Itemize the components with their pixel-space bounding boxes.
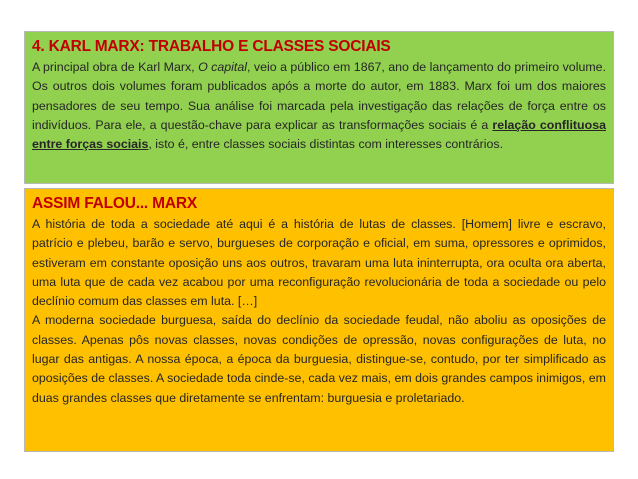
- section-quote-marx: [24, 188, 614, 452]
- quote-paragraph-1: A história de toda a sociedade até aqui é a história de lutas de classes. [Homem] livre e escravo, patrício e plebeu, barão e servo, burgueses de corporação e oficial, em suma, opressores e oprimidos, estiveram em constante oposição uns aos outros, travaram uma luta ininterrupta, ora oculta ora aberta, uma luta que de cada vez acabou por uma reconfiguração revolucionária de toda a sociedade ou pelo declínio comum das classes em luta. […]: [32, 217, 606, 309]
- key-concept-highlight: relação conflituosa entre forças sociais: [32, 117, 606, 152]
- section-intro-paragraph: [32, 58, 606, 154]
- intro-text-start: A principal obra de Karl Marx,: [32, 60, 199, 74]
- section-karl-marx-classes: [24, 31, 614, 184]
- section-title: 4. KARL MARX: TRABALHO E CLASSES SOCIAIS: [32, 38, 391, 55]
- quote-paragraph-2: A moderna sociedade burguesa, saída do declínio da sociedade feudal, não aboliu as oposições de classes. Apenas pôs novas classes, novas condições de opressão, novas configurações de luta, no lugar das antigas. A nossa época, a época da burguesia, distingue-se, contudo, por ter simplificado as oposições de classes. A sociedade toda cinde-se, cada vez mais, em dois grandes campos inimigos, em duas grandes classes que diretamente se enfrentam: burguesia e proletariado.: [32, 313, 606, 405]
- quote-title: ASSIM FALOU... MARX: [32, 195, 197, 212]
- book-title-o-capital: O capital: [198, 60, 247, 74]
- intro-text-end: , isto é, entre classes sociais distintas com interesses contrários.: [148, 137, 504, 152]
- intro-text-middle: , veio a público em 1867, ano de lançamento do primeiro volume. Os outros dois volumes foram publicados após a morte do autor, em 1883. Marx foi um dos maiores pensadores de seu tempo. Sua análise foi marcada pela investigação das relações de força entre os indivíduos. Para ele, a questão-chave para explicar as transformações sociais é a: [32, 60, 606, 132]
